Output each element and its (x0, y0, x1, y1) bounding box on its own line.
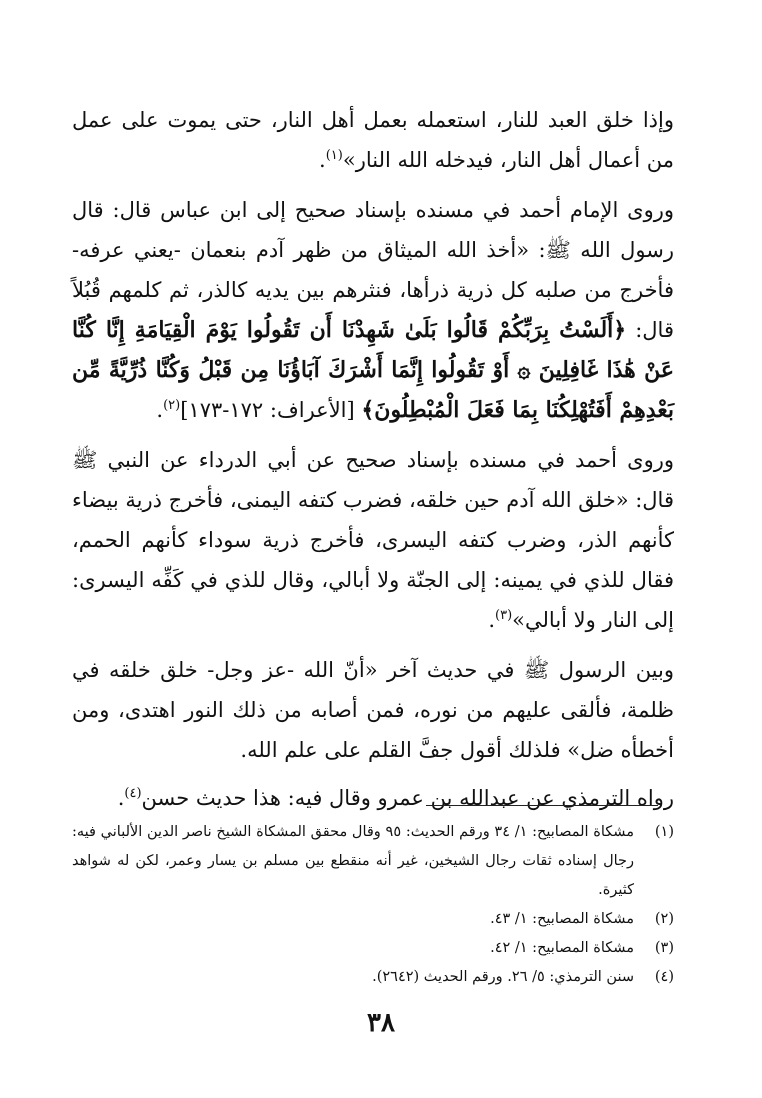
footnote-4 (72, 963, 674, 992)
footnote-ref-3: (٣) (495, 608, 513, 623)
footnote-text: مشكاة المصابيح: ١/ ٤٣. (490, 911, 634, 927)
footnote-text: مشكاة المصابيح: ١/ ٣٤ ورقم الحديث: ٩٥ وقال محقق المشكاة الشيخ ناصر الدين الألباني فيه: رجال إسناده ثقات رجال الشيخين، غير أنه منقطع بين مسلم بن يسار وعمر، لكن له شواهد كثيرة. (72, 824, 635, 898)
paragraph-5-text: رواه الترمذي عن عبدالله بن عمرو وقال فيه: هذا حديث حسن (141, 786, 674, 810)
footnote-number: (٤) (654, 969, 674, 985)
paragraph-2-text: وروى الإمام أحمد في مسنده بإسناد صحيح إلى ابن عباس قال: قال رسول الله ﷺ: «أخذ الله الميثاق من ظهر آدم بنعمان -يعني عرفه- فأخرج من صلبه كل ذرية ذرأها، فنثرهم بين يديه كالذر، ثم كلمهم قُبُلاً قال: (72, 198, 674, 342)
paragraph-1: وإذا خلق العبد للنار، استعمله بعمل أهل النار، حتى يموت على عمل من أعمال أهل النار، فيدخله الله النار»$^{(١)}$. (72, 108, 674, 172)
main-text (72, 100, 674, 826)
paragraph-1-text: وإذا خلق العبد للنار، استعمله بعمل أهل النار، حتى يموت على عمل من أعمال أهل النار، فيدخله الله النار» (72, 108, 674, 172)
footnote-number: (٣) (654, 940, 674, 956)
footnote-number: (١) (654, 824, 674, 840)
footnotes (72, 818, 674, 992)
footnote-text: سنن الترمذي: ٥/ ٢٦. ورقم الحديث (٢٦٤٢). (372, 969, 634, 985)
paragraph-3: وروى أحمد في مسنده بإسناد صحيح عن أبي الدرداء عن النبي ﷺ قال: «خلق الله آدم حين خلقه، فضرب كتفه اليمنى، فأخرج ذرية بيضاء كأنهم الذر، وضرب كتفه اليسرى، فأخرج ذرية سوداء كأنهم الحمم، فقال للذي في يمينه: إلى الجنّة ولا أبالي، وقال للذي في كَفِّه اليسرى: إلى النار ولا أبالي»$^{(٣)}$. (72, 448, 674, 632)
footnote-ref-1: (١) (325, 148, 343, 163)
footnote-ref-4: (٤) (124, 786, 142, 801)
page-number: ٣٨ (367, 1008, 395, 1038)
footnote-3 (72, 934, 674, 963)
footnote-number: (٢) (654, 911, 674, 927)
quran-verse: ﴿أَلَسْتُ بِرَبِّكُمْ قَالُوا بَلَىٰ شَهِدْنَا أَن تَقُولُوا يَوْمَ الْقِيَامَةِ إِنَّا كُنَّا عَنْ هَٰذَا غَافِلِينَ ۞ أَوْ تَقُولُوا إِنَّمَا أَشْرَكَ آبَاؤُنَا مِن قَبْلُ وَكُنَّا ذُرِّيَّةً مِّن بَعْدِهِمْ أَفَتُهْلِكُنَا بِمَا فَعَلَ الْمُبْطِلُونَ﴾ (72, 317, 674, 423)
footnote-text: مشكاة المصابيح: ١/ ٤٢. (490, 940, 634, 956)
footnote-ref-2: (٢) (163, 398, 181, 413)
paragraph-5: رواه الترمذي عن عبدالله بن عمرو وقال فيه: هذا حديث حسن$^{(٤)}$. (117, 786, 674, 810)
paragraph-4 (72, 650, 674, 770)
quran-source: [الأعراف: ١٧٢-١٧٣] (180, 398, 355, 422)
paragraph-3-text: وروى أحمد في مسنده بإسناد صحيح عن أبي الدرداء عن النبي ﷺ قال: «خلق الله آدم حين خلقه، فضرب كتفه اليمنى، فأخرج ذرية بيضاء كأنهم الذر، وضرب كتفه اليسرى، فأخرج ذرية سوداء كأنهم الحمم، فقال للذي في يمينه: إلى الجنّة ولا أبالي، وقال للذي في كَفِّه اليسرى: إلى النار ولا أبالي» (72, 448, 674, 632)
footnote-separator (426, 805, 658, 806)
footnote-2 (72, 905, 674, 934)
footnote-1 (72, 818, 674, 905)
paragraph-4-text: وبين الرسول ﷺ في حديث آخر «أنّ الله -عز وجل- خلق خلقه في ظلمة، فألقى عليهم من نوره، فمن أصابه من ذلك النور اهتدى، ومن أخطأه ضل» فلذلك أقول جفَّ القلم على علم الله. (72, 658, 674, 762)
paragraph-2: وروى الإمام أحمد في مسنده بإسناد صحيح إلى ابن عباس قال: قال رسول الله ﷺ: «أخذ الله الميثاق من ظهر آدم بنعمان -يعني عرفه- فأخرج من صلبه كل ذرية ذرأها، فنثرهم بين يديه كالذر، ثم كلمهم قُبُلاً قال: ﴿أَلَسْتُ بِرَبِّكُمْ قَالُوا بَلَىٰ شَهِدْنَا أَن تَقُولُوا يَوْمَ الْقِيَامَةِ إِنَّا كُنَّا عَنْ هَٰذَا غَافِلِينَ ۞ أَوْ تَقُولُوا إِنَّمَا أَشْرَكَ آبَاؤُنَا مِن قَبْلُ وَكُنَّا ذُرِّيَّةً مِّن بَعْدِهِمْ أَفَتُهْلِكُنَا بِمَا فَعَلَ الْمُبْطِلُونَ﴾ [الأعراف: ١٧٢-١٧٣]$^{(٢)}$. (72, 198, 674, 423)
